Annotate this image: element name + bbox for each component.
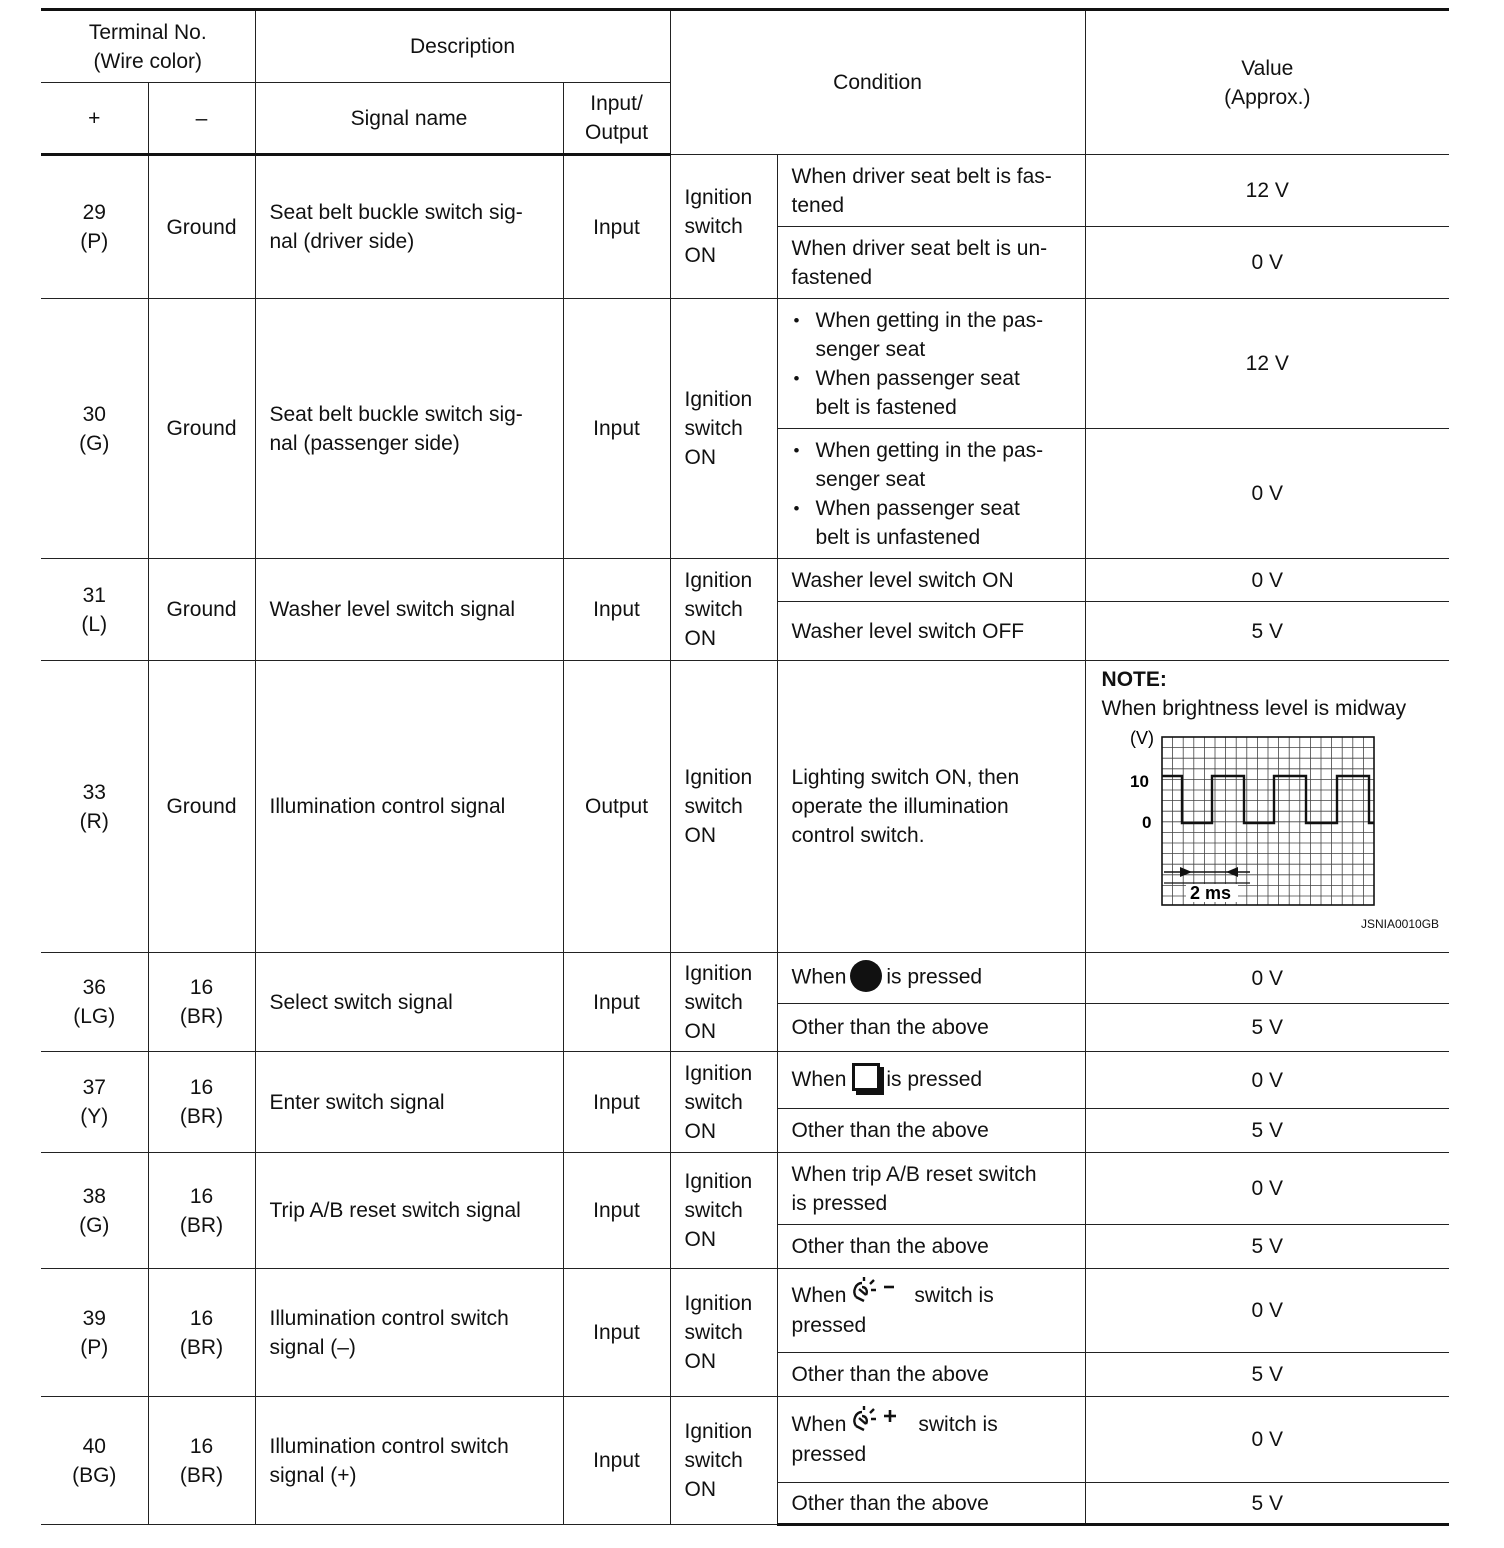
condition-detail: Lighting switch ON, then operate the illumination control switch. [777,661,1085,953]
bullet-item: • When getting in the pas- senger seat [816,436,1071,494]
waveform-y-high: 10 [1129,772,1149,791]
value-cell: 0 V [1085,953,1449,1004]
period-arrow-right [1226,867,1238,877]
signal-name: Enter switch signal [255,1052,563,1153]
terminal-minus: 16 (BR) [148,953,255,1052]
signal-name: Select switch signal [255,953,563,1052]
header-condition: Condition [670,10,1085,155]
header-row-top [41,10,1449,83]
bullet-list [792,436,1071,552]
table-row [41,1153,1449,1225]
condition-main: Ignition switch ON [670,1397,777,1525]
terminal-minus: 16 (BR) [148,1269,255,1397]
terminal-plus: 36 (LG) [41,953,148,1052]
terminal-minus: Ground [148,661,255,953]
terminal-plus: 33 (R) [41,661,148,953]
value-cell: 5 V [1085,1109,1449,1153]
value-cell: 12 V [1085,299,1449,429]
table-row [41,1397,1449,1483]
value-cell: 5 V [1085,1004,1449,1052]
signal-name: Illumination control switch signal (+) [255,1397,563,1525]
period-arrow-left [1180,867,1192,877]
header-io: Input/ Output [563,83,670,155]
header-value: Value (Approx.) [1085,10,1449,155]
condition-main: Ignition switch ON [670,1153,777,1269]
bullet-item: • When passenger seat belt is fastened [816,364,1071,422]
header-minus: – [148,83,255,155]
value-cell: 0 V [1085,1269,1449,1353]
signal-name: Seat belt buckle switch sig- nal (driver side) [255,155,563,299]
note-title: NOTE: [1101,668,1167,691]
header-terminal: Terminal No. (Wire color) [41,10,255,83]
terminal-minus: 16 (BR) [148,1397,255,1525]
table-row [41,559,1449,602]
condition-detail: Other than the above [777,1483,1085,1525]
bullet-list [792,306,1071,422]
waveform-ylabel: (V) [1129,728,1154,748]
io-type: Input [563,299,670,559]
table-row [41,155,1449,227]
table-row [41,299,1449,429]
square-icon [852,1063,880,1091]
period-label: 2 ms [1189,883,1231,903]
io-type: Input [563,1052,670,1153]
signal-name: Washer level switch signal [255,559,563,661]
value-cell: 12 V [1085,155,1449,227]
condition-detail: Washer level switch OFF [777,602,1085,661]
terminal-minus: Ground [148,155,255,299]
io-type: Input [563,1153,670,1269]
terminal-plus: 40 (BG) [41,1397,148,1525]
condition-detail: Washer level switch ON [777,559,1085,602]
value-cell: 0 V [1085,1052,1449,1109]
value-cell: 0 V [1085,429,1449,559]
waveform-figure [1102,725,1402,910]
terminal-plus: 29 (P) [41,155,148,299]
terminal-minus: 16 (BR) [148,1052,255,1153]
signal-name: Trip A/B reset switch signal [255,1153,563,1269]
condition-detail: When switch is pressed [777,1397,1085,1483]
table-row [41,953,1449,1004]
terminal-minus: 16 (BR) [148,1153,255,1269]
condition-detail: When is pressed [777,1052,1085,1109]
condition-detail: When driver seat belt is fas- tened [777,155,1085,227]
table-row [41,1052,1449,1109]
io-type: Output [563,661,670,953]
value-cell: 5 V [1085,1225,1449,1269]
bullet-item: • When passenger seat belt is unfastened [816,494,1071,552]
io-type: Input [563,953,670,1052]
condition-detail [777,299,1085,429]
value-cell: 5 V [1085,1483,1449,1525]
filled-circle-icon [850,960,882,992]
condition-main: Ignition switch ON [670,1269,777,1397]
value-cell: 0 V [1085,1397,1449,1483]
io-type: Input [563,559,670,661]
header-plus: + [41,83,148,155]
value-note-cell [1085,661,1449,953]
io-type: Input [563,155,670,299]
terminal-minus: Ground [148,299,255,559]
condition-detail: When switch is pressed [777,1269,1085,1353]
condition-main: Ignition switch ON [670,299,777,559]
condition-detail: Other than the above [777,1353,1085,1397]
terminal-plus: 31 (L) [41,559,148,661]
value-cell: 5 V [1085,1353,1449,1397]
value-cell: 0 V [1085,227,1449,299]
condition-main: Ignition switch ON [670,155,777,299]
io-type: Input [563,1269,670,1397]
signal-name: Illumination control signal [255,661,563,953]
condition-detail: When trip A/B reset switch is pressed [777,1153,1085,1225]
condition-detail [777,429,1085,559]
note-text: When brightness level is midway [1101,697,1407,720]
io-type: Input [563,1397,670,1525]
illumination-minus-icon [850,1275,910,1305]
condition-detail: When driver seat belt is un- fastened [777,227,1085,299]
header-description: Description [255,10,670,83]
condition-detail: Other than the above [777,1109,1085,1153]
terminal-plus: 37 (Y) [41,1052,148,1153]
terminal-plus: 30 (G) [41,299,148,559]
condition-detail: Other than the above [777,1225,1085,1269]
value-cell: 5 V [1085,602,1449,661]
terminal-spec-table [41,8,1449,1526]
table-row [41,661,1449,953]
waveform-grid [1162,737,1374,905]
terminal-minus: Ground [148,559,255,661]
table-row [41,1269,1449,1353]
bullet-item: • When getting in the pas- senger seat [816,306,1071,364]
condition-detail: Other than the above [777,1004,1085,1052]
condition-main: Ignition switch ON [670,1052,777,1153]
header-signal-name: Signal name [255,83,563,155]
terminal-plus: 39 (P) [41,1269,148,1397]
figure-caption: JSNIA0010GB [1360,917,1440,931]
terminal-plus: 38 (G) [41,1153,148,1269]
illumination-plus-icon [850,1404,914,1434]
value-cell: 0 V [1085,1153,1449,1225]
condition-main: Ignition switch ON [670,559,777,661]
condition-detail: When is pressed [777,953,1085,1004]
value-cell: 0 V [1085,559,1449,602]
condition-main: Ignition switch ON [670,661,777,953]
signal-name: Illumination control switch signal (–) [255,1269,563,1397]
signal-name: Seat belt buckle switch sig- nal (passenger side) [255,299,563,559]
waveform-y-low: 0 [1141,813,1151,832]
condition-main: Ignition switch ON [670,953,777,1052]
